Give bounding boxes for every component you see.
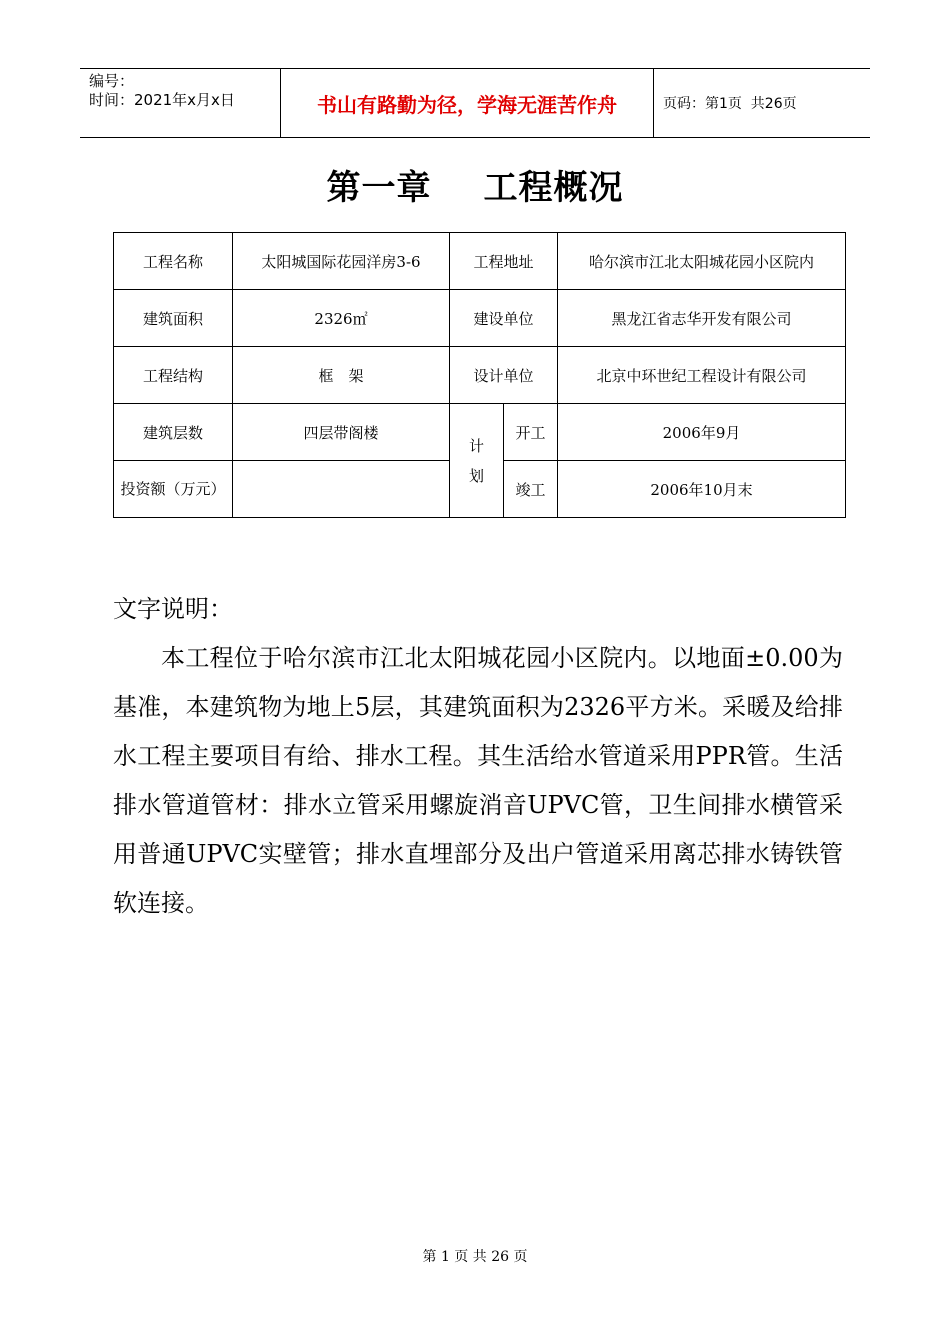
description-label: 文字说明： xyxy=(113,595,233,623)
value-cell: 四层带阁楼 xyxy=(233,404,450,461)
investment-label: 投资额（万元） xyxy=(120,480,226,498)
label-cell: 竣工 xyxy=(504,461,558,518)
page-header xyxy=(80,68,870,138)
header-meta xyxy=(80,69,281,137)
value-cell: 框 架 xyxy=(233,347,450,404)
label-cell: 建筑层数 xyxy=(114,404,233,461)
table-row xyxy=(114,347,846,404)
header-page-info xyxy=(654,69,870,137)
chapter-title xyxy=(0,160,950,209)
value-cell: 哈尔滨市江北太阳城花园小区院内 xyxy=(558,233,846,290)
label-cell: 工程地址 xyxy=(450,233,558,290)
value-cell: 2006年10月末 xyxy=(558,461,846,518)
page-footer: 第 1 页 共 26 页 xyxy=(422,1249,528,1265)
value-cell: 黑龙江省志华开发有限公司 xyxy=(558,290,846,347)
table-row xyxy=(114,290,846,347)
motto-text: 书山有路勤为径，学海无涯苦作舟 xyxy=(317,92,617,117)
label-cell: 设计单位 xyxy=(450,347,558,404)
label-cell xyxy=(114,461,233,518)
label-cell: 工程结构 xyxy=(114,347,233,404)
value-cell xyxy=(233,461,450,518)
plan-label: 计划 xyxy=(468,436,484,485)
description-section xyxy=(113,585,843,928)
header-motto xyxy=(281,69,654,137)
label-cell: 建设单位 xyxy=(450,290,558,347)
label-cell: 工程名称 xyxy=(114,233,233,290)
label-cell: 开工 xyxy=(504,404,558,461)
number-label: 编号： xyxy=(89,72,135,90)
time-label: 时间：2021年x月x日 xyxy=(89,91,235,109)
chapter-number: 第一章 xyxy=(326,168,432,208)
description-paragraph: 本工程位于哈尔滨市江北太阳城花园小区院内。以地面±0.00为基准，本建筑物为地上5层，其建筑面积为2326平方米。采暖及给排水工程主要项目有给、排水工程。其生活给水管道采用PPR管。生活排水管道管材：排水立管采用螺旋消音UPVC管，卫生间排水横管采用普通UPVC实壁管；排水直埋部分及出户管道采用离芯排水铸铁管软连接。 xyxy=(113,644,843,917)
value-cell: 太阳城国际花园洋房3-6 xyxy=(233,233,450,290)
table-row xyxy=(114,404,846,461)
value-cell: 2006年9月 xyxy=(558,404,846,461)
chapter-name: 工程概况 xyxy=(483,168,624,208)
label-cell: 建筑面积 xyxy=(114,290,233,347)
table-row xyxy=(114,233,846,290)
value-cell: 北京中环世纪工程设计有限公司 xyxy=(558,347,846,404)
page-info-text: 页码：第1页 共26页 xyxy=(663,96,797,112)
project-info-table xyxy=(113,232,846,518)
plan-cell xyxy=(450,404,504,518)
value-cell: 2326㎡ xyxy=(233,290,450,347)
